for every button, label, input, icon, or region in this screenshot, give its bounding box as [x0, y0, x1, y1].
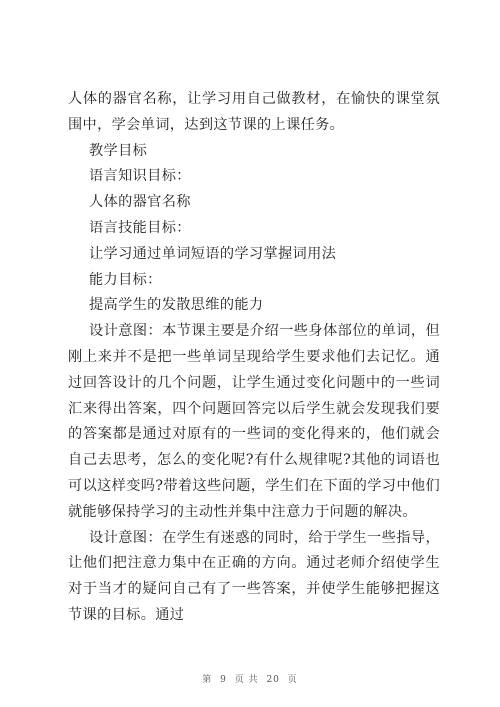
paragraph: 语言知识目标：	[89, 168, 191, 185]
paragraph: 人体的器官名称，让学习用自己做教材，在愉快的课堂氛围中，学会单词，达到这节课的上课任务。	[68, 91, 440, 133]
document-body	[68, 87, 440, 629]
paragraph: 提高学生的发散思维的能力	[89, 297, 264, 314]
paragraph: 语言技能目标：	[89, 219, 191, 236]
page-label-middle: 页 共	[234, 675, 259, 685]
paragraph: 设计意图：本节课主要是介绍一些身体部位的单词，但刚上来并不是把一些单词呈现给学生要求他们去记忆。通过回答设计的几个问题，让学生通过变化问题中的一些词汇来得出答案，四个问题回答完以后学生就会发现我们要的答案都是通过对原有的一些词的变化得来的，他们就会自己去思考，怎么的变化呢?有什么规律呢?其他的词语也可以这样变吗?带着这些问题，学生们在下面的学习中他们就能够保持学习的主动性并集中注意力于问题的解决。	[68, 323, 440, 520]
page-label-suffix: 页	[287, 675, 298, 685]
current-page-number: 9	[220, 675, 227, 685]
paragraph: 教学目标	[89, 142, 148, 159]
total-pages-number: 20	[266, 675, 280, 685]
paragraph: 人体的器官名称	[89, 194, 191, 211]
page-label-prefix: 第	[202, 675, 213, 685]
paragraph: 能力目标：	[89, 271, 162, 288]
page-footer	[0, 672, 500, 685]
paragraph: 设计意图：在学生有迷惑的同时，给于学生一些指导，让他们把注意力集中在正确的方向。通过老师介绍使学生对于当才的疑问自己有了一些答案，并使学生能够把握这节课的目标。通过	[68, 529, 440, 623]
paragraph: 让学习通过单词短语的学习掌握词用法	[89, 245, 337, 262]
